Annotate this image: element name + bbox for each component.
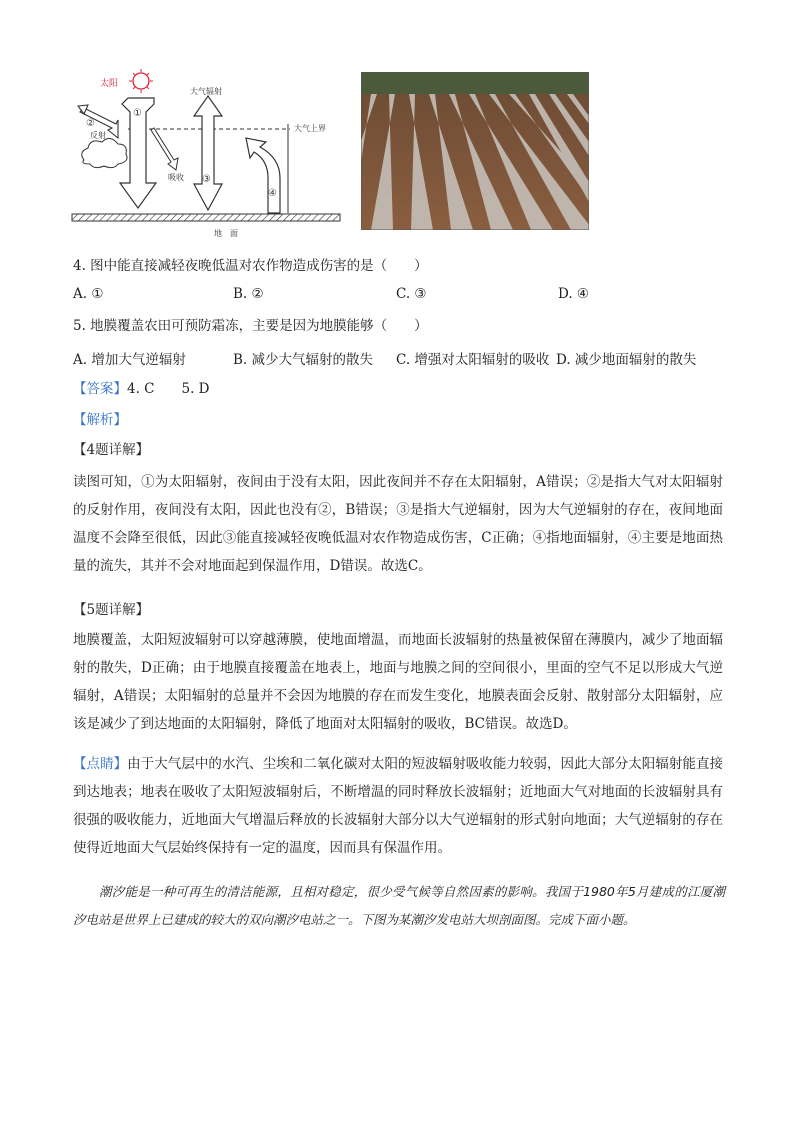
- mark-3: ③: [202, 174, 211, 185]
- next-passage: 潮汐能是一种可再生的清洁能源，且相对稳定，很少受气候等自然因素的影响。我国于1980年5月建成的江厦潮汐电站是世界上已建成的较大的双向潮汐电站之一。下图为某潮汐发电站大坝剖面图。完成下面小题。: [73, 884, 725, 927]
- detail-5-text: 地膜覆盖，太阳短波辐射可以穿越薄膜，使地面增温，而地面长波辐射的热量被保留在薄膜内，减少了地面辐射的散失，D正确；由于地膜直接覆盖在地表上，地面与地膜之间的空间很小，里面的空气不足以形成大气逆辐射，A错误；太阳辐射的总量并不会因为地膜的存在而发生变化，地膜表面会反射、散射部分太阳辐射，应该是减少了到达地面的太阳辐射，降低了地面对太阳辐射的吸收，BC错误。故选D。: [73, 632, 723, 732]
- sun-label: 太阳: [100, 79, 119, 89]
- point-paragraph: [73, 750, 723, 862]
- q5-option-b: B. 减少大气辐射的散失: [233, 352, 374, 368]
- atmosphere-top-label: 大气上界: [294, 124, 326, 133]
- question-4-stem: 4. 图中能直接减轻夜晚低温对农作物造成伤害的是（ ）: [73, 258, 428, 274]
- cloud-icon: [82, 138, 127, 167]
- mark-1: ①: [133, 108, 142, 119]
- answer-tag: 【答案】: [73, 381, 127, 397]
- mulch-film-field-photo: [361, 72, 589, 230]
- absorb-label: 吸收: [168, 173, 184, 182]
- answer-line: [73, 379, 210, 399]
- analysis-tag: 【解析】: [73, 412, 127, 428]
- q4-option-c: C. ③: [396, 286, 427, 302]
- atmospheric-radiation-label: 大气辐射: [190, 87, 222, 96]
- mark-2: ②: [86, 118, 95, 129]
- detail-4-title: 【4题详解】: [73, 442, 150, 458]
- mark-4: ④: [268, 188, 277, 199]
- detail-5-title: 【5题详解】: [73, 602, 150, 618]
- sun-icon: [129, 69, 153, 93]
- q4-option-b: B. ②: [233, 286, 264, 302]
- q5-option-a: A. 增加大气逆辐射: [73, 352, 186, 368]
- reflect-label: 反射: [90, 131, 106, 140]
- point-tag: 【点睛】: [73, 756, 128, 772]
- detail-4-text: 读图可知，①为太阳辐射，夜间由于没有太阳，因此夜间并不存在太阳辐射，A错误；②是指大气对太阳辐射的反射作用，夜间没有太阳，因此也没有②，B错误；③是指大气逆辐射，因为大气逆辐射的存在，夜间地面温度不会降至很低，因此③能直接减轻夜晚低温对农作物造成伤害，C正确；④指地面辐射，④主要是地面热量的流失，其并不会对地面起到保温作用，D错误。故选C。: [73, 474, 723, 574]
- q5-option-d: D. 减少地面辐射的散失: [556, 352, 697, 368]
- q4-option-d: D. ④: [558, 286, 590, 302]
- ground-hatch: [72, 214, 340, 221]
- atmospheric-radiation-arrow: [194, 96, 222, 210]
- ground-label: 地 面: [214, 229, 238, 238]
- answer-text: 4. C 5. D: [127, 381, 210, 397]
- analysis-line: [73, 410, 127, 430]
- absorption-arrow: [151, 128, 178, 170]
- ground-radiation-arrow: [246, 138, 280, 213]
- q4-option-a: A. ①: [73, 286, 104, 302]
- atmosphere-radiation-diagram: [68, 68, 346, 240]
- point-text: 由于大气层中的水汽、尘埃和二氧化碳对太阳的短波辐射吸收能力较弱，因此大部分太阳辐射能直接到达地表；地表在吸收了太阳短波辐射后，不断增温的同时释放长波辐射；近地面大气对地面的长波辐射具有很强的吸收能力，近地面大气增温后释放的长波辐射大部分以大气逆辐射的形式射向地面；大气逆辐射的存在使得近地面大气层始终保持有一定的温度，因而具有保温作用。: [73, 756, 724, 856]
- question-5-stem: 5. 地膜覆盖农田可预防霜冻，主要是因为地膜能够（ ）: [73, 318, 428, 334]
- q5-option-c: C. 增强对太阳辐射的吸收: [396, 352, 550, 368]
